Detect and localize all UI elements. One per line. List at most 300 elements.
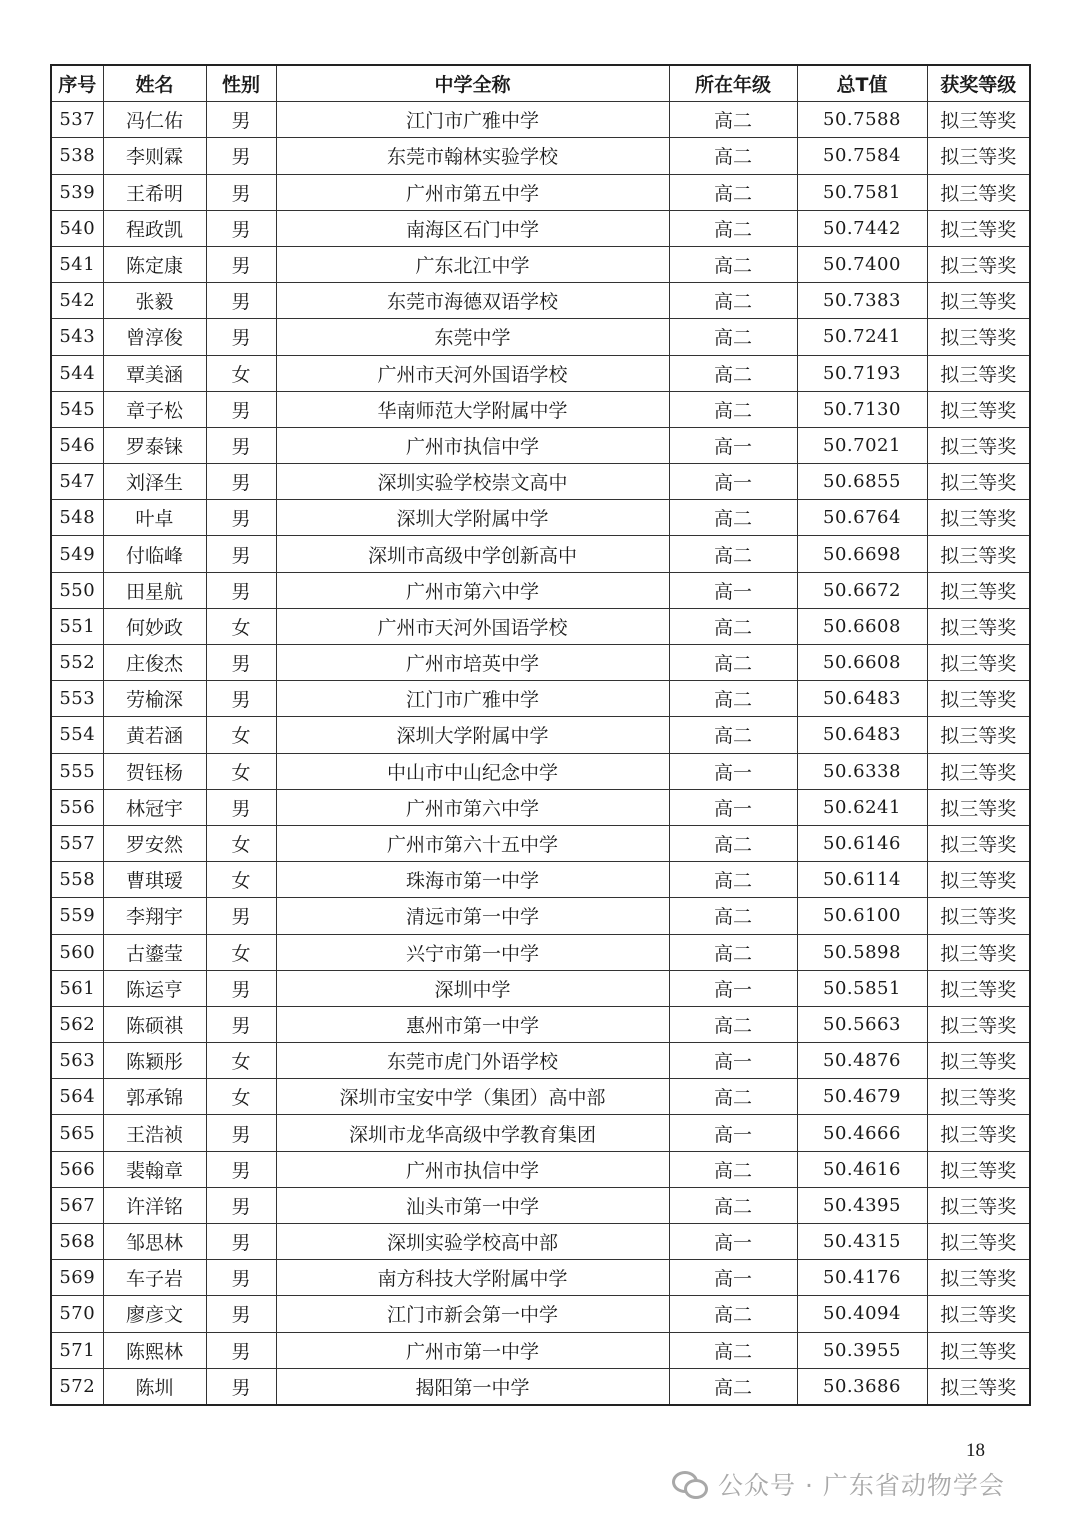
name-cell: 裴翰章 bbox=[103, 1151, 206, 1187]
grade-cell: 高二 bbox=[669, 102, 797, 138]
school-cell: 江门市广雅中学 bbox=[276, 102, 669, 138]
grade-cell: 高二 bbox=[669, 536, 797, 572]
grade-cell: 高二 bbox=[669, 174, 797, 210]
header-name: 姓名 bbox=[103, 65, 206, 102]
gender-cell: 男 bbox=[206, 246, 276, 282]
gender-cell: 男 bbox=[206, 464, 276, 500]
name-cell: 郭承锦 bbox=[103, 1079, 206, 1115]
table-row bbox=[51, 319, 1030, 355]
table-row bbox=[51, 862, 1030, 898]
name-cell: 陈定康 bbox=[103, 246, 206, 282]
school-cell: 东莞市翰林实验学校 bbox=[276, 138, 669, 174]
award-cell: 拟三等奖 bbox=[927, 608, 1030, 644]
name-cell: 李翔宇 bbox=[103, 898, 206, 934]
gender-cell: 女 bbox=[206, 753, 276, 789]
t-value-cell: 50.7442 bbox=[797, 210, 927, 246]
grade-cell: 高二 bbox=[669, 246, 797, 282]
school-cell: 广州市天河外国语学校 bbox=[276, 608, 669, 644]
header-award: 获奖等级 bbox=[927, 65, 1030, 102]
grade-cell: 高一 bbox=[669, 1224, 797, 1260]
t-value-cell: 50.6338 bbox=[797, 753, 927, 789]
table-row bbox=[51, 572, 1030, 608]
gender-cell: 男 bbox=[206, 1115, 276, 1151]
table-row bbox=[51, 246, 1030, 282]
table-row bbox=[51, 283, 1030, 319]
grade-cell: 高二 bbox=[669, 283, 797, 319]
t-value-cell: 50.4876 bbox=[797, 1043, 927, 1079]
name-cell: 林冠宇 bbox=[103, 789, 206, 825]
index-cell: 566 bbox=[51, 1151, 103, 1187]
grade-cell: 高二 bbox=[669, 717, 797, 753]
award-cell: 拟三等奖 bbox=[927, 862, 1030, 898]
t-value-cell: 50.7241 bbox=[797, 319, 927, 355]
index-cell: 553 bbox=[51, 681, 103, 717]
grade-cell: 高二 bbox=[669, 608, 797, 644]
school-cell: 广州市第六中学 bbox=[276, 789, 669, 825]
award-cell: 拟三等奖 bbox=[927, 1151, 1030, 1187]
t-value-cell: 50.7584 bbox=[797, 138, 927, 174]
grade-cell: 高二 bbox=[669, 681, 797, 717]
gender-cell: 男 bbox=[206, 1187, 276, 1223]
award-cell: 拟三等奖 bbox=[927, 1079, 1030, 1115]
award-cell: 拟三等奖 bbox=[927, 283, 1030, 319]
grade-cell: 高二 bbox=[669, 1296, 797, 1332]
index-cell: 563 bbox=[51, 1043, 103, 1079]
award-cell: 拟三等奖 bbox=[927, 1260, 1030, 1296]
t-value-cell: 50.6483 bbox=[797, 717, 927, 753]
school-cell: 广州市第六中学 bbox=[276, 572, 669, 608]
gender-cell: 男 bbox=[206, 391, 276, 427]
t-value-cell: 50.7383 bbox=[797, 283, 927, 319]
index-cell: 548 bbox=[51, 500, 103, 536]
grade-cell: 高一 bbox=[669, 427, 797, 463]
index-cell: 554 bbox=[51, 717, 103, 753]
index-cell: 544 bbox=[51, 355, 103, 391]
grade-cell: 高二 bbox=[669, 898, 797, 934]
name-cell: 陈熙林 bbox=[103, 1332, 206, 1368]
award-cell: 拟三等奖 bbox=[927, 825, 1030, 861]
t-value-cell: 50.6855 bbox=[797, 464, 927, 500]
school-cell: 深圳大学附属中学 bbox=[276, 717, 669, 753]
award-cell: 拟三等奖 bbox=[927, 789, 1030, 825]
index-cell: 559 bbox=[51, 898, 103, 934]
grade-cell: 高一 bbox=[669, 1260, 797, 1296]
t-value-cell: 50.4094 bbox=[797, 1296, 927, 1332]
header-index: 序号 bbox=[51, 65, 103, 102]
award-cell: 拟三等奖 bbox=[927, 1296, 1030, 1332]
gender-cell: 女 bbox=[206, 608, 276, 644]
award-cell: 拟三等奖 bbox=[927, 1115, 1030, 1151]
school-cell: 东莞市虎门外语学校 bbox=[276, 1043, 669, 1079]
award-cell: 拟三等奖 bbox=[927, 898, 1030, 934]
table-row bbox=[51, 464, 1030, 500]
award-cell: 拟三等奖 bbox=[927, 934, 1030, 970]
award-cell: 拟三等奖 bbox=[927, 391, 1030, 427]
wechat-icon bbox=[672, 1469, 708, 1499]
table-row bbox=[51, 1115, 1030, 1151]
grade-cell: 高二 bbox=[669, 825, 797, 861]
index-cell: 562 bbox=[51, 1006, 103, 1042]
gender-cell: 男 bbox=[206, 1296, 276, 1332]
table-row bbox=[51, 536, 1030, 572]
index-cell: 539 bbox=[51, 174, 103, 210]
award-cell: 拟三等奖 bbox=[927, 681, 1030, 717]
t-value-cell: 50.6608 bbox=[797, 608, 927, 644]
gender-cell: 男 bbox=[206, 645, 276, 681]
grade-cell: 高一 bbox=[669, 970, 797, 1006]
grade-cell: 高二 bbox=[669, 1187, 797, 1223]
school-cell: 南海区石门中学 bbox=[276, 210, 669, 246]
award-cell: 拟三等奖 bbox=[927, 536, 1030, 572]
gender-cell: 男 bbox=[206, 898, 276, 934]
award-cell: 拟三等奖 bbox=[927, 1187, 1030, 1223]
award-cell: 拟三等奖 bbox=[927, 572, 1030, 608]
index-cell: 572 bbox=[51, 1368, 103, 1405]
school-cell: 揭阳第一中学 bbox=[276, 1368, 669, 1405]
index-cell: 550 bbox=[51, 572, 103, 608]
index-cell: 571 bbox=[51, 1332, 103, 1368]
award-cell: 拟三等奖 bbox=[927, 500, 1030, 536]
t-value-cell: 50.7130 bbox=[797, 391, 927, 427]
t-value-cell: 50.6764 bbox=[797, 500, 927, 536]
index-cell: 545 bbox=[51, 391, 103, 427]
t-value-cell: 50.6114 bbox=[797, 862, 927, 898]
school-cell: 深圳大学附属中学 bbox=[276, 500, 669, 536]
t-value-cell: 50.7588 bbox=[797, 102, 927, 138]
t-value-cell: 50.7400 bbox=[797, 246, 927, 282]
grade-cell: 高二 bbox=[669, 862, 797, 898]
name-cell: 曹琪瑷 bbox=[103, 862, 206, 898]
school-cell: 南方科技大学附属中学 bbox=[276, 1260, 669, 1296]
header-school: 中学全称 bbox=[276, 65, 669, 102]
school-cell: 深圳市宝安中学（集团）高中部 bbox=[276, 1079, 669, 1115]
t-value-cell: 50.4395 bbox=[797, 1187, 927, 1223]
index-cell: 557 bbox=[51, 825, 103, 861]
gender-cell: 男 bbox=[206, 1332, 276, 1368]
grade-cell: 高一 bbox=[669, 789, 797, 825]
table-row bbox=[51, 608, 1030, 644]
index-cell: 560 bbox=[51, 934, 103, 970]
t-value-cell: 50.6100 bbox=[797, 898, 927, 934]
index-cell: 565 bbox=[51, 1115, 103, 1151]
grade-cell: 高一 bbox=[669, 1043, 797, 1079]
gender-cell: 女 bbox=[206, 355, 276, 391]
index-cell: 543 bbox=[51, 319, 103, 355]
school-cell: 广州市执信中学 bbox=[276, 1151, 669, 1187]
t-value-cell: 50.4666 bbox=[797, 1115, 927, 1151]
school-cell: 兴宁市第一中学 bbox=[276, 934, 669, 970]
index-cell: 567 bbox=[51, 1187, 103, 1223]
t-value-cell: 50.4315 bbox=[797, 1224, 927, 1260]
header-grade: 所在年级 bbox=[669, 65, 797, 102]
index-cell: 546 bbox=[51, 427, 103, 463]
t-value-cell: 50.6483 bbox=[797, 681, 927, 717]
table-row bbox=[51, 825, 1030, 861]
t-value-cell: 50.5898 bbox=[797, 934, 927, 970]
school-cell: 广州市第一中学 bbox=[276, 1332, 669, 1368]
award-cell: 拟三等奖 bbox=[927, 210, 1030, 246]
index-cell: 552 bbox=[51, 645, 103, 681]
school-cell: 江门市新会第一中学 bbox=[276, 1296, 669, 1332]
gender-cell: 男 bbox=[206, 427, 276, 463]
t-value-cell: 50.3686 bbox=[797, 1368, 927, 1405]
table-row bbox=[51, 645, 1030, 681]
name-cell: 庄俊杰 bbox=[103, 645, 206, 681]
grade-cell: 高二 bbox=[669, 319, 797, 355]
award-cell: 拟三等奖 bbox=[927, 753, 1030, 789]
table-row bbox=[51, 898, 1030, 934]
award-cell: 拟三等奖 bbox=[927, 319, 1030, 355]
name-cell: 叶卓 bbox=[103, 500, 206, 536]
index-cell: 555 bbox=[51, 753, 103, 789]
name-cell: 覃美涵 bbox=[103, 355, 206, 391]
award-cell: 拟三等奖 bbox=[927, 717, 1030, 753]
name-cell: 罗安然 bbox=[103, 825, 206, 861]
table-row bbox=[51, 1043, 1030, 1079]
table-row bbox=[51, 500, 1030, 536]
index-cell: 540 bbox=[51, 210, 103, 246]
index-cell: 564 bbox=[51, 1079, 103, 1115]
grade-cell: 高二 bbox=[669, 355, 797, 391]
table-row bbox=[51, 355, 1030, 391]
gender-cell: 男 bbox=[206, 1151, 276, 1187]
grade-cell: 高二 bbox=[669, 138, 797, 174]
table-row bbox=[51, 391, 1030, 427]
table-row bbox=[51, 1079, 1030, 1115]
gender-cell: 男 bbox=[206, 102, 276, 138]
name-cell: 张毅 bbox=[103, 283, 206, 319]
school-cell: 广东北江中学 bbox=[276, 246, 669, 282]
award-cell: 拟三等奖 bbox=[927, 1332, 1030, 1368]
school-cell: 深圳实验学校崇文高中 bbox=[276, 464, 669, 500]
name-cell: 黄若涵 bbox=[103, 717, 206, 753]
award-cell: 拟三等奖 bbox=[927, 1368, 1030, 1405]
grade-cell: 高二 bbox=[669, 391, 797, 427]
name-cell: 李则霖 bbox=[103, 138, 206, 174]
name-cell: 罗泰铼 bbox=[103, 427, 206, 463]
grade-cell: 高一 bbox=[669, 572, 797, 608]
grade-cell: 高一 bbox=[669, 1115, 797, 1151]
table-row bbox=[51, 1006, 1030, 1042]
school-cell: 深圳市龙华高级中学教育集团 bbox=[276, 1115, 669, 1151]
index-cell: 569 bbox=[51, 1260, 103, 1296]
gender-cell: 女 bbox=[206, 825, 276, 861]
table-row bbox=[51, 789, 1030, 825]
award-cell: 拟三等奖 bbox=[927, 1224, 1030, 1260]
name-cell: 付临峰 bbox=[103, 536, 206, 572]
t-value-cell: 50.6146 bbox=[797, 825, 927, 861]
school-cell: 广州市天河外国语学校 bbox=[276, 355, 669, 391]
gender-cell: 男 bbox=[206, 789, 276, 825]
gender-cell: 男 bbox=[206, 210, 276, 246]
index-cell: 556 bbox=[51, 789, 103, 825]
table-row bbox=[51, 138, 1030, 174]
table-row bbox=[51, 174, 1030, 210]
school-cell: 广州市第五中学 bbox=[276, 174, 669, 210]
award-cell: 拟三等奖 bbox=[927, 102, 1030, 138]
award-cell: 拟三等奖 bbox=[927, 970, 1030, 1006]
school-cell: 清远市第一中学 bbox=[276, 898, 669, 934]
school-cell: 惠州市第一中学 bbox=[276, 1006, 669, 1042]
gender-cell: 男 bbox=[206, 572, 276, 608]
gender-cell: 男 bbox=[206, 174, 276, 210]
name-cell: 廖彦文 bbox=[103, 1296, 206, 1332]
name-cell: 陈运亨 bbox=[103, 970, 206, 1006]
name-cell: 邹思林 bbox=[103, 1224, 206, 1260]
award-cell: 拟三等奖 bbox=[927, 645, 1030, 681]
award-cell: 拟三等奖 bbox=[927, 427, 1030, 463]
t-value-cell: 50.3955 bbox=[797, 1332, 927, 1368]
table-row bbox=[51, 1260, 1030, 1296]
table-row bbox=[51, 753, 1030, 789]
name-cell: 田星航 bbox=[103, 572, 206, 608]
award-cell: 拟三等奖 bbox=[927, 138, 1030, 174]
table-row bbox=[51, 1151, 1030, 1187]
name-cell: 王希明 bbox=[103, 174, 206, 210]
table-row bbox=[51, 717, 1030, 753]
table-row bbox=[51, 210, 1030, 246]
grade-cell: 高二 bbox=[669, 645, 797, 681]
name-cell: 何妙政 bbox=[103, 608, 206, 644]
award-cell: 拟三等奖 bbox=[927, 246, 1030, 282]
school-cell: 珠海市第一中学 bbox=[276, 862, 669, 898]
index-cell: 561 bbox=[51, 970, 103, 1006]
grade-cell: 高二 bbox=[669, 500, 797, 536]
name-cell: 劳榆深 bbox=[103, 681, 206, 717]
t-value-cell: 50.4679 bbox=[797, 1079, 927, 1115]
index-cell: 568 bbox=[51, 1224, 103, 1260]
index-cell: 551 bbox=[51, 608, 103, 644]
name-cell: 王浩祯 bbox=[103, 1115, 206, 1151]
t-value-cell: 50.6672 bbox=[797, 572, 927, 608]
watermark bbox=[672, 1464, 1005, 1504]
t-value-cell: 50.4616 bbox=[797, 1151, 927, 1187]
grade-cell: 高二 bbox=[669, 1151, 797, 1187]
gender-cell: 女 bbox=[206, 717, 276, 753]
gender-cell: 女 bbox=[206, 934, 276, 970]
gender-cell: 男 bbox=[206, 1260, 276, 1296]
award-cell: 拟三等奖 bbox=[927, 1006, 1030, 1042]
school-cell: 东莞市海德双语学校 bbox=[276, 283, 669, 319]
header-row bbox=[51, 65, 1030, 102]
t-value-cell: 50.6698 bbox=[797, 536, 927, 572]
award-cell: 拟三等奖 bbox=[927, 464, 1030, 500]
table-row bbox=[51, 1296, 1030, 1332]
award-cell: 拟三等奖 bbox=[927, 174, 1030, 210]
table-row bbox=[51, 1187, 1030, 1223]
gender-cell: 男 bbox=[206, 500, 276, 536]
school-cell: 广州市培英中学 bbox=[276, 645, 669, 681]
gender-cell: 男 bbox=[206, 970, 276, 1006]
index-cell: 538 bbox=[51, 138, 103, 174]
name-cell: 陈圳 bbox=[103, 1368, 206, 1405]
table-row bbox=[51, 934, 1030, 970]
grade-cell: 高二 bbox=[669, 934, 797, 970]
school-cell: 深圳市高级中学创新高中 bbox=[276, 536, 669, 572]
table-row bbox=[51, 1224, 1030, 1260]
name-cell: 陈颖彤 bbox=[103, 1043, 206, 1079]
gender-cell: 男 bbox=[206, 681, 276, 717]
school-cell: 华南师范大学附属中学 bbox=[276, 391, 669, 427]
index-cell: 570 bbox=[51, 1296, 103, 1332]
school-cell: 深圳中学 bbox=[276, 970, 669, 1006]
table-row bbox=[51, 427, 1030, 463]
grade-cell: 高二 bbox=[669, 1368, 797, 1405]
gender-cell: 女 bbox=[206, 862, 276, 898]
table-row bbox=[51, 102, 1030, 138]
name-cell: 贺钰杨 bbox=[103, 753, 206, 789]
t-value-cell: 50.6241 bbox=[797, 789, 927, 825]
index-cell: 558 bbox=[51, 862, 103, 898]
grade-cell: 高一 bbox=[669, 464, 797, 500]
school-cell: 深圳实验学校高中部 bbox=[276, 1224, 669, 1260]
index-cell: 541 bbox=[51, 246, 103, 282]
awards-table bbox=[50, 64, 1031, 1406]
table-row bbox=[51, 1332, 1030, 1368]
gender-cell: 女 bbox=[206, 1043, 276, 1079]
name-cell: 章子松 bbox=[103, 391, 206, 427]
name-cell: 陈硕祺 bbox=[103, 1006, 206, 1042]
table-row bbox=[51, 1368, 1030, 1405]
name-cell: 冯仁佑 bbox=[103, 102, 206, 138]
table-row bbox=[51, 681, 1030, 717]
gender-cell: 女 bbox=[206, 1079, 276, 1115]
award-cell: 拟三等奖 bbox=[927, 355, 1030, 391]
name-cell: 程政凯 bbox=[103, 210, 206, 246]
name-cell: 车子岩 bbox=[103, 1260, 206, 1296]
school-cell: 广州市执信中学 bbox=[276, 427, 669, 463]
name-cell: 曾淳俊 bbox=[103, 319, 206, 355]
grade-cell: 高二 bbox=[669, 1006, 797, 1042]
t-value-cell: 50.6608 bbox=[797, 645, 927, 681]
watermark-text: 公众号 · 广东省动物学会 bbox=[718, 1471, 1005, 1500]
page-number: 18 bbox=[966, 1440, 985, 1461]
school-cell: 江门市广雅中学 bbox=[276, 681, 669, 717]
name-cell: 古鎏莹 bbox=[103, 934, 206, 970]
gender-cell: 男 bbox=[206, 283, 276, 319]
grade-cell: 高一 bbox=[669, 753, 797, 789]
school-cell: 中山市中山纪念中学 bbox=[276, 753, 669, 789]
index-cell: 542 bbox=[51, 283, 103, 319]
name-cell: 许洋铭 bbox=[103, 1187, 206, 1223]
gender-cell: 男 bbox=[206, 1368, 276, 1405]
header-gender: 性别 bbox=[206, 65, 276, 102]
school-cell: 东莞中学 bbox=[276, 319, 669, 355]
table-row bbox=[51, 970, 1030, 1006]
gender-cell: 男 bbox=[206, 1006, 276, 1042]
t-value-cell: 50.5851 bbox=[797, 970, 927, 1006]
grade-cell: 高二 bbox=[669, 1332, 797, 1368]
gender-cell: 男 bbox=[206, 319, 276, 355]
index-cell: 547 bbox=[51, 464, 103, 500]
t-value-cell: 50.7193 bbox=[797, 355, 927, 391]
gender-cell: 男 bbox=[206, 536, 276, 572]
grade-cell: 高二 bbox=[669, 210, 797, 246]
school-cell: 汕头市第一中学 bbox=[276, 1187, 669, 1223]
index-cell: 537 bbox=[51, 102, 103, 138]
t-value-cell: 50.5663 bbox=[797, 1006, 927, 1042]
index-cell: 549 bbox=[51, 536, 103, 572]
gender-cell: 男 bbox=[206, 138, 276, 174]
grade-cell: 高二 bbox=[669, 1079, 797, 1115]
t-value-cell: 50.4176 bbox=[797, 1260, 927, 1296]
t-value-cell: 50.7581 bbox=[797, 174, 927, 210]
gender-cell: 男 bbox=[206, 1224, 276, 1260]
name-cell: 刘泽生 bbox=[103, 464, 206, 500]
school-cell: 广州市第六十五中学 bbox=[276, 825, 669, 861]
award-cell: 拟三等奖 bbox=[927, 1043, 1030, 1079]
header-t-value: 总T值 bbox=[797, 65, 927, 102]
